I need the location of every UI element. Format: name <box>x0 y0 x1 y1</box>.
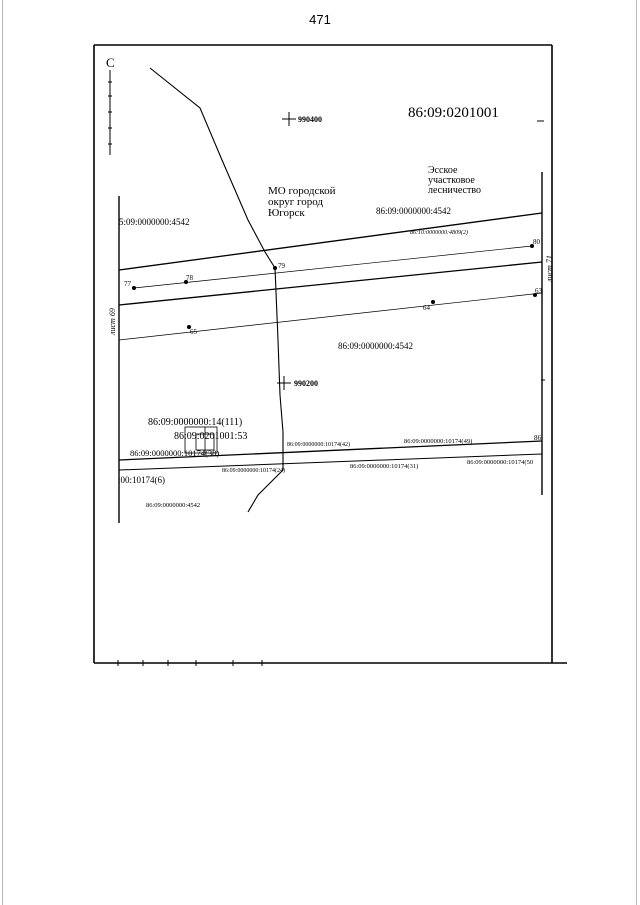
corridor-line-thin-1 <box>134 246 532 288</box>
parcel-label: 86:09:0000000:14(111) <box>148 417 243 428</box>
parcel-label: 86:10:0000000:4809(2) <box>410 230 468 236</box>
point-label: 78 <box>186 274 193 282</box>
boundary-point-64 <box>431 300 435 304</box>
point-label: 77 <box>124 280 131 288</box>
control-point-label: 990400 <box>298 115 322 124</box>
forestry-label-line-2: участковое <box>428 175 475 186</box>
frame-ticks <box>537 121 545 380</box>
point-label: 80 <box>533 238 540 246</box>
parcel-label: 86:09:0000000:10174(50 <box>467 459 534 466</box>
point-label: 65 <box>190 328 197 336</box>
point-label: 79 <box>278 262 285 270</box>
control-point-990400 <box>282 112 322 126</box>
parcel-label: 86 <box>534 434 541 442</box>
control-point-990200 <box>277 376 318 390</box>
map-frame <box>94 45 567 663</box>
page-number: 471 <box>309 12 331 27</box>
parcel-label: 86:09:0000000:4542 <box>376 206 452 216</box>
sheet-label-right: лист 71 <box>545 255 554 282</box>
parcel-label: :00:10174(6) <box>118 475 165 485</box>
point-label: 63 <box>535 287 542 295</box>
parcel-label: 86:09:0000000:10174(24) <box>222 468 285 474</box>
parcel-label: 86:09:0000000:4542 <box>338 341 414 351</box>
parcel-label: 86:09:0000000:10174(31) <box>350 463 419 470</box>
forestry-label-line-1: Эсское <box>428 165 458 176</box>
forestry-label-line-3: лесничество <box>428 185 481 196</box>
parcel-label: 5:09:0000000:4542 <box>119 217 190 227</box>
corridor-line-thin-2 <box>119 293 542 340</box>
parcel-label: 86:09:0201001:53 <box>174 431 248 442</box>
quarter-number: 86:09:0201001 <box>408 105 499 121</box>
corridor-line-middle <box>119 262 542 305</box>
parcel-label: 86:09:0000000:10174(42) <box>287 442 350 448</box>
control-point-label: 990200 <box>294 379 318 388</box>
north-label: С <box>106 55 115 70</box>
boundary-point-77 <box>132 286 136 290</box>
municipality-label-line-1: МО городской <box>268 185 336 197</box>
municipality-label-line-2: округ город <box>268 196 323 208</box>
sheet-label-left: лист 69 <box>108 308 117 335</box>
parcel-label: 86:09:0000000:10174(38) <box>130 448 220 458</box>
municipality-label-line-3: Югорск <box>268 207 305 219</box>
boundary-point-79 <box>273 266 277 270</box>
point-label: 64 <box>423 304 430 312</box>
parcel-label: 86:09:0000000:10174(49) <box>404 438 473 445</box>
parcel-label: 86:09:0000000:4542 <box>146 502 201 509</box>
